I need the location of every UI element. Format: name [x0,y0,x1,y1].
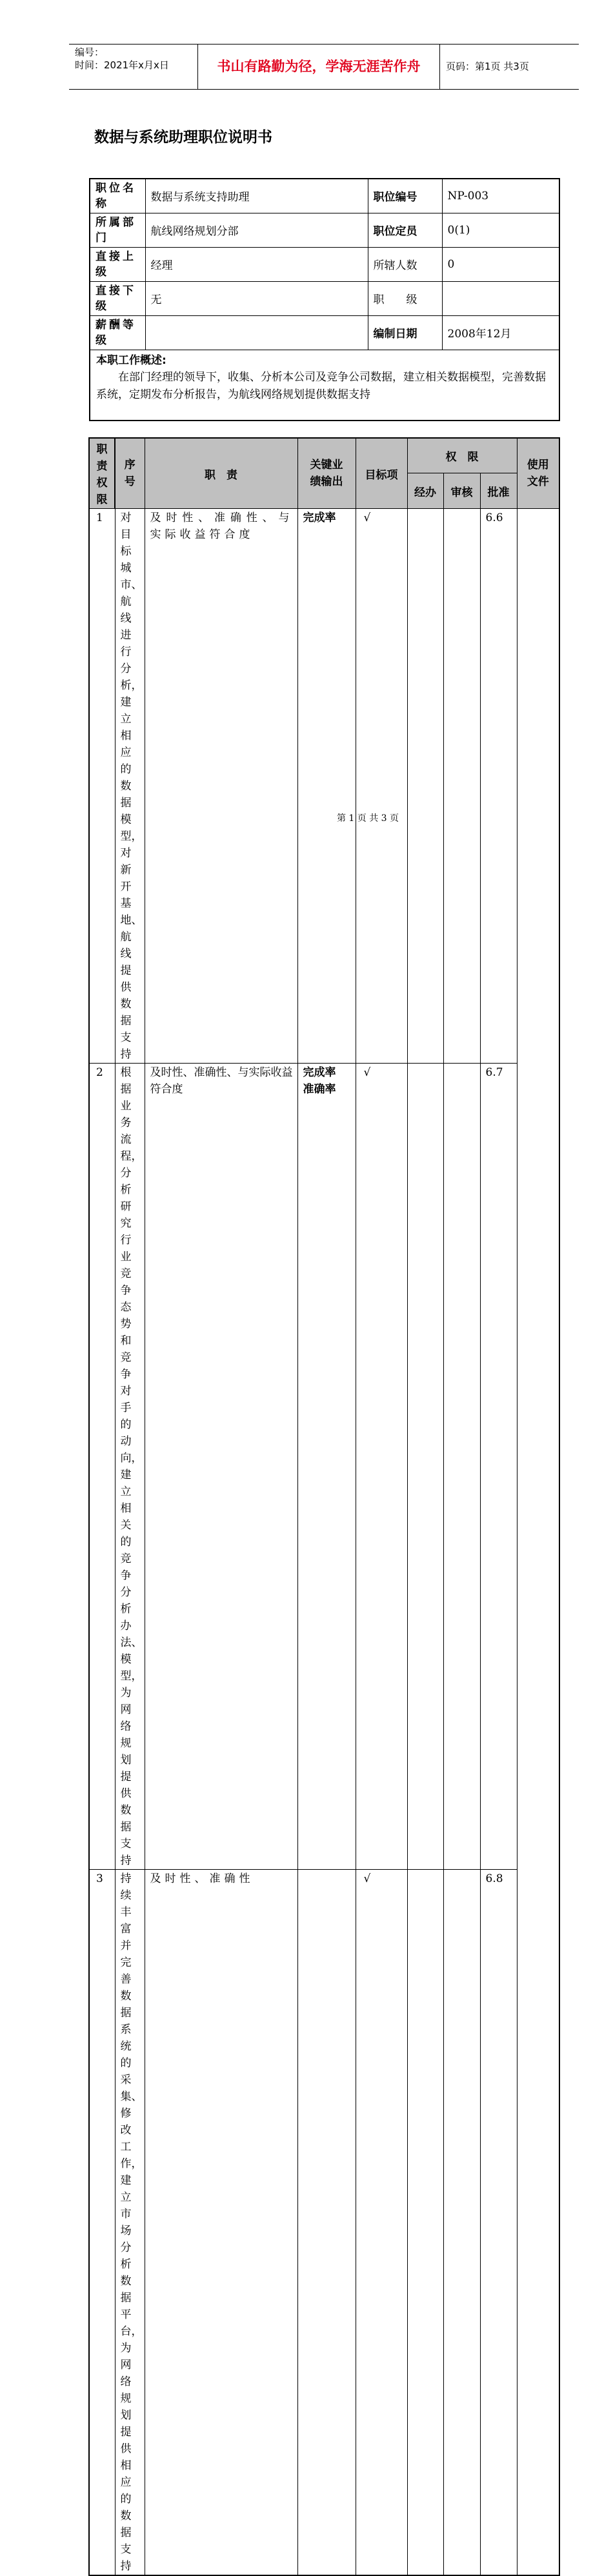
department-value: 航线网络规划分部 [145,213,368,247]
duty-target: 完成率 [297,509,356,1064]
header-handle: 经办 [407,473,443,509]
duty-review [407,1064,443,1870]
header-review: 审核 [443,473,480,509]
department-label: 所属部门 [90,213,145,247]
info-row [90,213,559,247]
header-seq [115,438,145,509]
info-row [90,281,559,315]
header-seq-text: 序号 [124,459,136,488]
duty-output: 及时性、准确性 [145,1870,297,2576]
header-motto: 书山有路勤为径，学海无涯苦作舟 [198,45,440,89]
duty-target [297,1870,356,2576]
duty-text: 根据业务流程，分析研究行业竞争态势和竞争对手的动向，建立相关的竞争分析办法、模型，为网络规划提供数据支持 [115,1064,145,1870]
time-label: 时间：2021年x月x日 [75,59,169,71]
duty-seq: 3 [89,1870,115,2576]
duty-target-text: 完成率准确率 [303,1066,336,1096]
headcount-value: 0(1) [442,213,559,247]
header-page-info: 页码：第1页 共3页 [446,61,529,72]
superior-label: 直接上级 [90,247,145,281]
position-code-value: NP-003 [442,179,559,213]
header-docs-text: 使用文件 [527,459,549,488]
summary-text: 在部门经理的领导下，收集、分析本公司及竞争公司数据，建立相关数据模型，完善数据系统，定期发布分析报告，为航线网络规划提供数据支持 [96,370,546,401]
subordinate-value: 无 [145,281,368,315]
date-value: 2008年12月 [442,315,559,350]
duty-approve [443,1064,480,1870]
document-title: 数据与系统助理职位说明书 [94,129,272,146]
summary-cell [90,350,559,421]
header-approve: 批准 [480,473,517,509]
side-label-cell [89,438,115,509]
subordinate-label: 直接下级 [90,281,145,315]
duty-approve [443,1870,480,2576]
info-row [90,315,559,350]
subordinates-count-value: 0 [442,247,559,281]
position-code-label: 职位编号 [368,179,442,213]
duty-text: 持续丰富并完善数据系统的采集、修改工作，建立市场分析数据平台，为网络规划提供相应的数据支持 [115,1870,145,2576]
info-row [90,247,559,281]
position-name-value: 数据与系统支持助理 [145,179,368,213]
side-label: 职责权限 [96,443,108,506]
duty-output: 及时性、准确性、与实际收益符合度 [145,509,297,1064]
duty-seq: 2 [89,1064,115,1870]
summary-label: 本职工作概述: [96,353,166,367]
duty-doc: 6.8 [480,1870,517,2576]
duty-handle-check: √ [356,1870,407,2576]
grade-value [442,281,559,315]
salary-label: 薪酬等级 [90,315,145,350]
position-name-label: 职位名称 [90,179,145,213]
subordinates-count-label: 所辖人数 [368,247,442,281]
duty-approve [443,509,480,1064]
header-meta [69,45,198,89]
duty-review [407,509,443,1064]
header-output-text: 关键业绩输出 [310,459,343,488]
position-info-table [89,178,560,421]
salary-value [145,315,368,350]
number-label: 编号： [75,46,105,58]
page-footer: 第 1 页 共 3 页 [336,813,399,824]
duty-row [89,509,559,1064]
duty-row [89,1870,559,2576]
duty-handle-check: √ [356,1064,407,1870]
header-target: 目标项 [356,438,407,509]
duty-doc: 6.7 [480,1064,517,1870]
summary-row [90,350,559,421]
duties-header-row [89,438,559,473]
page-header [69,44,579,90]
headcount-label: 职位定员 [368,213,442,247]
header-docs [517,438,559,509]
duty-review [407,1870,443,2576]
duty-seq: 1 [89,509,115,1064]
duties-table [88,437,560,2576]
duty-target [297,1064,356,1870]
grade-label: 职 级 [368,281,442,315]
duty-handle-check: √ [356,509,407,1064]
info-row [90,179,559,213]
duty-doc: 6.6 [480,509,517,1064]
superior-value: 经理 [145,247,368,281]
date-label: 编制日期 [368,315,442,350]
header-duty: 职 责 [145,438,297,509]
duty-output: 及时性、准确性、与实际收益符合度 [145,1064,297,1870]
duty-text: 对目标城市、航线进行分析，建立相应的数据模型，对新开基地、航线提供数据支持 [115,509,145,1064]
header-output [297,438,356,509]
duty-row [89,1064,559,1870]
header-authority: 权 限 [407,438,517,473]
